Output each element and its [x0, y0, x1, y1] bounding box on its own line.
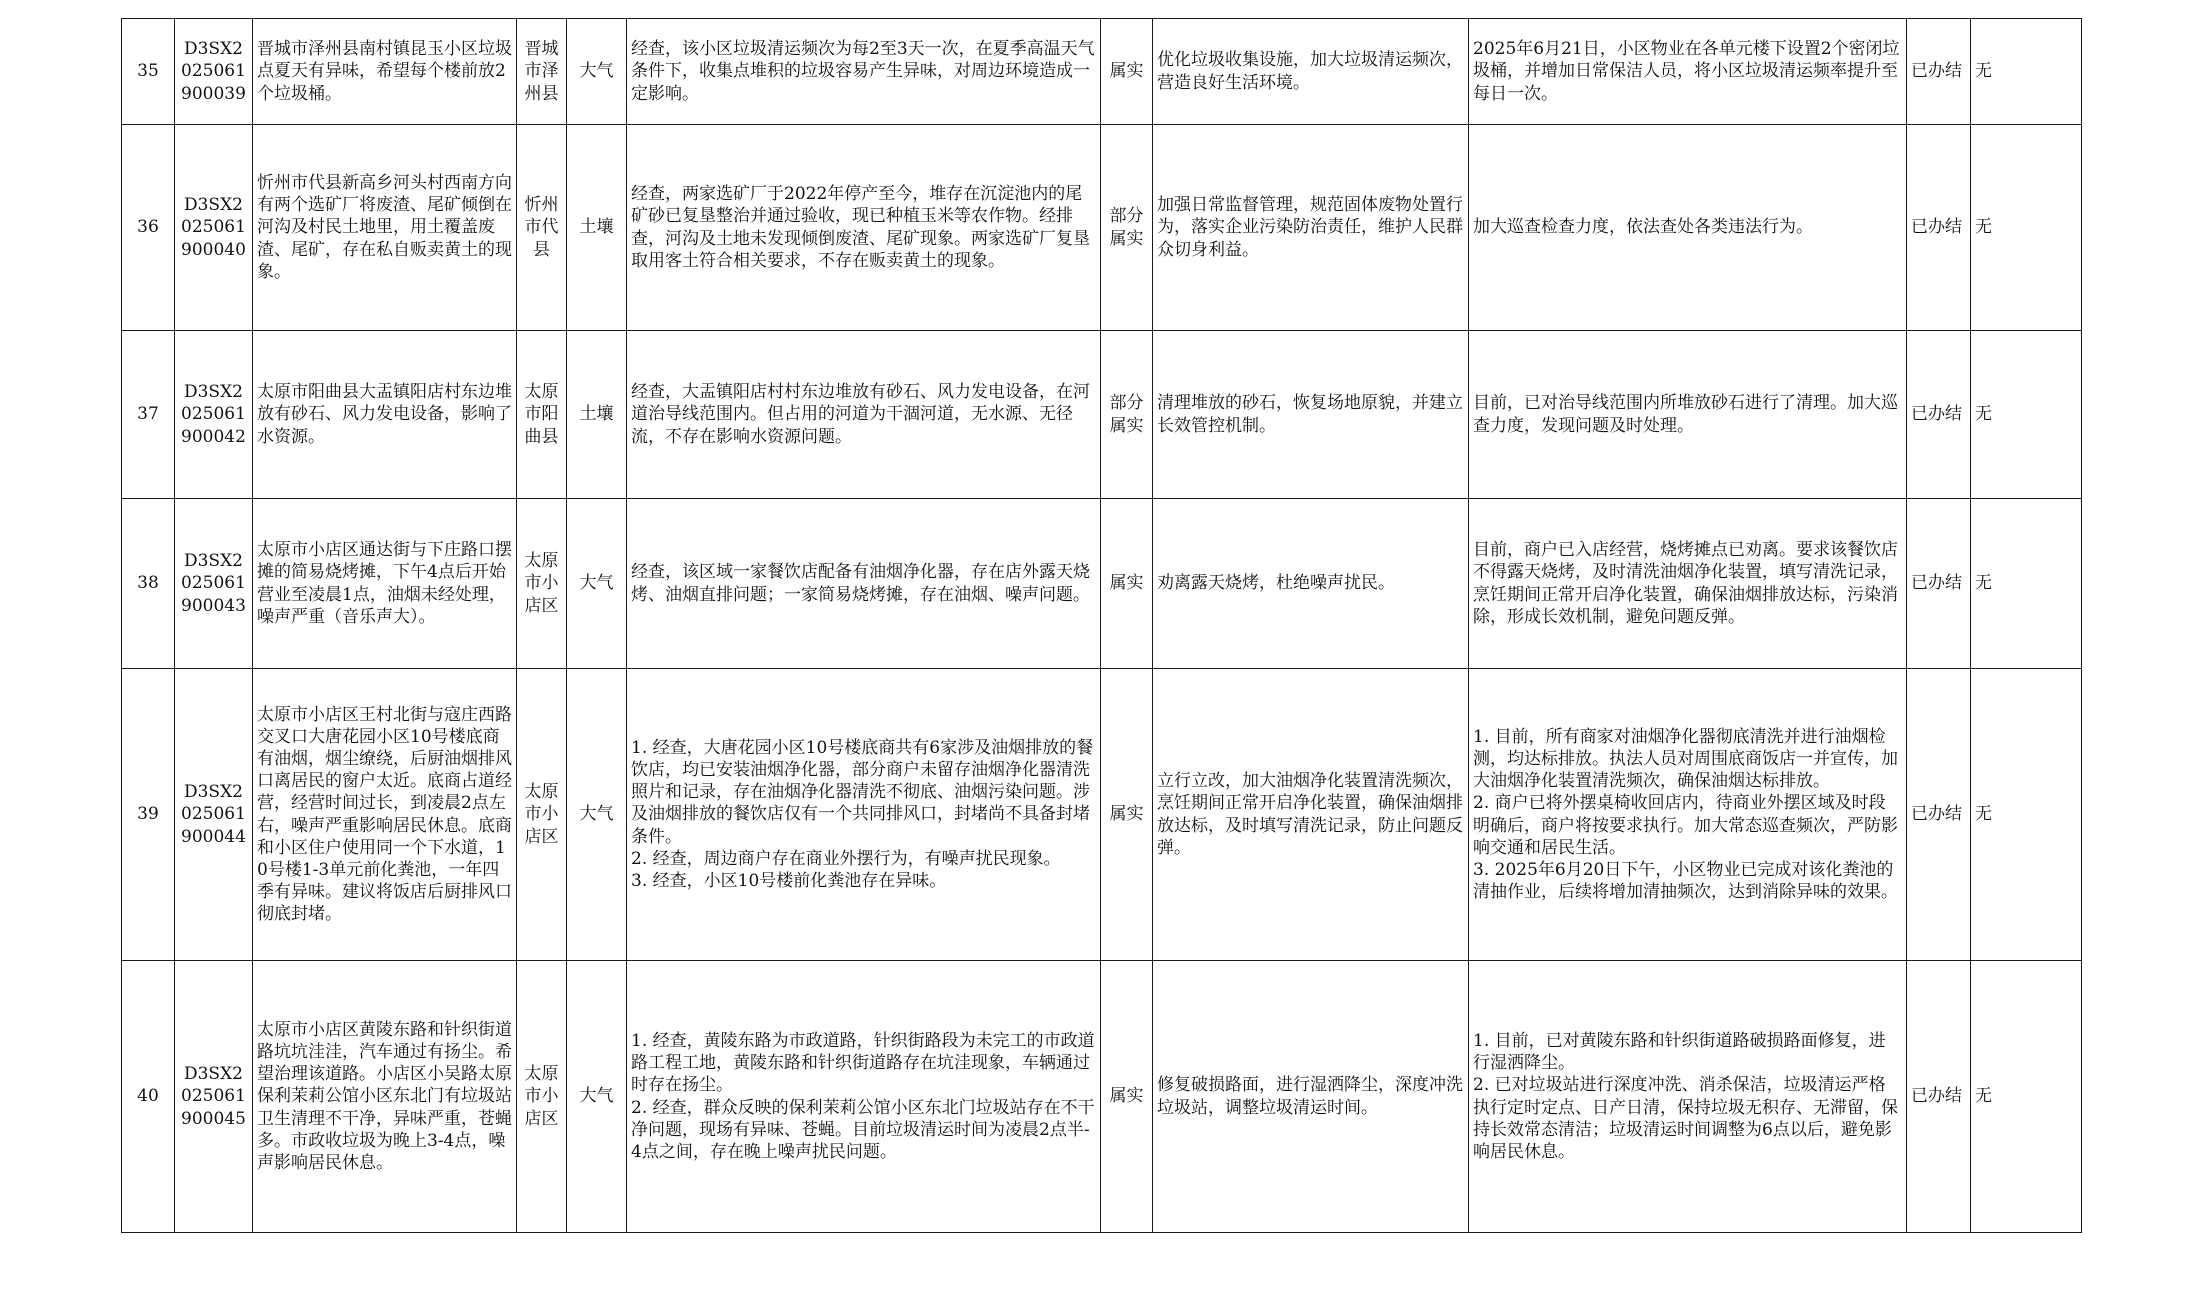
accountability-note: 无 — [1971, 669, 2082, 961]
case-code: D3SX2025061900039 — [175, 19, 253, 125]
pollution-type: 大气 — [567, 961, 627, 1233]
administrative-area: 太原市阳曲县 — [517, 331, 567, 499]
accountability-note: 无 — [1971, 331, 2082, 499]
row-number: 35 — [122, 19, 175, 125]
case-code: D3SX2025061900044 — [175, 669, 253, 961]
pollution-type: 大气 — [567, 669, 627, 961]
pollution-type: 大气 — [567, 19, 627, 125]
result-line: 2. 已对垃圾站进行深度冲洗、消杀保洁，垃圾清运严格执行定时定点、日产日清，保持垃圾无积存、无滞留，保持长效常态清洁；垃圾清运时间调整为6点以后，避免影响居民休息。 — [1473, 1075, 1898, 1162]
pollution-type: 土壤 — [567, 125, 627, 331]
case-status: 已办结 — [1907, 961, 1971, 1233]
handling-result — [1469, 125, 1907, 331]
finding-line: 1. 经查，黄陵东路为市政道路，针织街路段为未完工的市政道路工程工地，黄陵东路和针织街道路存在坑洼现象，车辆通过时存在扬尘。 — [631, 1031, 1095, 1096]
case-status: 已办结 — [1907, 499, 1971, 669]
result-line: 加大巡查检查力度，依法查处各类违法行为。 — [1473, 217, 1813, 238]
verification-verdict: 部分属实 — [1101, 125, 1153, 331]
finding-line: 经查，两家选矿厂于2022年停产至今，堆存在沉淀池内的尾矿砂已复垦整治并通过验收，现已种植玉米等农作物。经排查，河沟及土地未发现倾倒废渣、尾矿现象。两家选矿厂复垦取用客土符合相关要求，不存在贩卖黄土的现象。 — [631, 184, 1090, 271]
verification-verdict: 属实 — [1101, 669, 1153, 961]
result-line: 目前，已对治导线范围内所堆放砂石进行了清理。加大巡查力度，发现问题及时处理。 — [1473, 393, 1898, 436]
verification-verdict: 属实 — [1101, 19, 1153, 125]
finding-line: 2. 经查，群众反映的保利茉莉公馆小区东北门垃圾站存在不干净问题，现场有异味、苍蝇。目前垃圾清运时间为凌晨2点半-4点之间，存在晚上噪声扰民问题。 — [631, 1097, 1095, 1162]
row-number: 37 — [122, 331, 175, 499]
finding-line: 经查，该区域一家餐饮店配备有油烟净化器，存在店外露天烧烤、油烟直排问题；一家简易烧烤摊，存在油烟、噪声问题。 — [631, 562, 1090, 605]
complaint-description: 忻州市代县新高乡河头村西南方向有两个选矿厂将废渣、尾矿倾倒在河沟及村民土地里，用土覆盖废渣、尾矿，存在私自贩卖黄土的现象。 — [253, 125, 517, 331]
handling-result — [1469, 961, 1907, 1233]
investigation-findings — [627, 961, 1101, 1233]
result-line: 1. 目前，已对黄陵东路和针织街道路破损路面修复，进行湿洒降尘。 — [1473, 1031, 1886, 1074]
result-line: 2025年6月21日，小区物业在各单元楼下设置2个密闭垃圾桶，并增加日常保洁人员，将小区垃圾清运频率提升至每日一次。 — [1473, 39, 1900, 104]
complaint-description: 太原市小店区通达街与下庄路口摆摊的简易烧烤摊，下午4点后开始营业至凌晨1点，油烟未经处理，噪声严重（音乐声大）。 — [253, 499, 517, 669]
administrative-area: 忻州市代县 — [517, 125, 567, 331]
accountability-note: 无 — [1971, 125, 2082, 331]
complaint-description: 晋城市泽州县南村镇昆玉小区垃圾点夏天有异味，希望每个楼前放2个垃圾桶。 — [253, 19, 517, 125]
complaint-description: 太原市阳曲县大盂镇阳店村东边堆放有砂石、风力发电设备，影响了水资源。 — [253, 331, 517, 499]
finding-line: 1. 经查，大唐花园小区10号楼底商共有6家涉及油烟排放的餐饮店，均已安装油烟净化器，部分商户未留存油烟净化器清洗照片和记录，存在油烟净化器清洗不彻底、油烟污染问题。涉及油烟排放的餐饮店仅有一个共同排风口，封堵尚不具备封堵条件。 — [631, 738, 1094, 847]
complaint-records-table — [121, 18, 2082, 1233]
result-line: 3. 2025年6月20日下午，小区物业已完成对该化粪池的清抽作业，后续将增加清抽频次，达到消除异味的效果。 — [1473, 859, 1898, 902]
row-number: 39 — [122, 669, 175, 961]
row-number: 36 — [122, 125, 175, 331]
investigation-findings — [627, 331, 1101, 499]
row-number: 38 — [122, 499, 175, 669]
handling-result — [1469, 669, 1907, 961]
finding-line: 2. 经查，周边商户存在商业外摆行为，有噪声扰民现象。 — [631, 848, 1061, 869]
result-line: 1. 目前，所有商家对油烟净化器彻底清洗并进行油烟检测，均达标排放。执法人员对周围底商饭店一并宣传，加大油烟净化装置清洗频次，确保油烟达标排放。 — [1473, 727, 1898, 792]
accountability-note: 无 — [1971, 961, 2082, 1233]
table-row — [122, 961, 2082, 1233]
finding-line: 经查，大盂镇阳店村村东边堆放有砂石、风力发电设备，在河道治导线范围内。但占用的河道为干涸河道，无水源、无径流，不存在影响水资源问题。 — [631, 382, 1090, 447]
table-row — [122, 669, 2082, 961]
handling-requirement: 优化垃圾收集设施，加大垃圾清运频次，营造良好生活环境。 — [1153, 19, 1469, 125]
pollution-type: 土壤 — [567, 331, 627, 499]
table-row — [122, 331, 2082, 499]
case-code: D3SX2025061900043 — [175, 499, 253, 669]
administrative-area: 太原市小店区 — [517, 669, 567, 961]
administrative-area: 太原市小店区 — [517, 961, 567, 1233]
case-code: D3SX2025061900040 — [175, 125, 253, 331]
investigation-findings — [627, 499, 1101, 669]
case-status: 已办结 — [1907, 331, 1971, 499]
finding-line: 经查，该小区垃圾清运频次为每2至3天一次，在夏季高温天气条件下，收集点堆积的垃圾容易产生异味，对周边环境造成一定影响。 — [631, 39, 1095, 104]
handling-requirement: 修复破损路面，进行湿洒降尘，深度冲洗垃圾站，调整垃圾清运时间。 — [1153, 961, 1469, 1233]
verification-verdict: 属实 — [1101, 961, 1153, 1233]
case-code: D3SX2025061900045 — [175, 961, 253, 1233]
result-line: 目前，商户已入店经营，烧烤摊点已劝离。要求该餐饮店不得露天烧烤，及时清洗油烟净化装置，填写清洗记录，烹饪期间正常开启净化装置，确保油烟排放达标，污染消除，形成长效机制，避免问题反弹。 — [1473, 540, 1898, 627]
case-status: 已办结 — [1907, 669, 1971, 961]
case-code: D3SX2025061900042 — [175, 331, 253, 499]
finding-line: 3. 经查，小区10号楼前化粪池存在异味。 — [631, 870, 947, 891]
complaint-description: 太原市小店区黄陵东路和针织街道路坑坑洼洼，汽车通过有扬尘。希望治理该道路。小店区小吴路太原保利茉莉公馆小区东北门有垃圾站卫生清理不干净，异味严重，苍蝇多。市政收垃圾为晚上3-4点，噪声影响居民休息。 — [253, 961, 517, 1233]
administrative-area: 晋城市泽州县 — [517, 19, 567, 125]
pollution-type: 大气 — [567, 499, 627, 669]
handling-result — [1469, 331, 1907, 499]
verification-verdict: 部分属实 — [1101, 331, 1153, 499]
handling-result — [1469, 499, 1907, 669]
handling-requirement: 劝离露天烧烤，杜绝噪声扰民。 — [1153, 499, 1469, 669]
accountability-note: 无 — [1971, 499, 2082, 669]
row-number: 40 — [122, 961, 175, 1233]
investigation-findings — [627, 19, 1101, 125]
table-row — [122, 125, 2082, 331]
administrative-area: 太原市小店区 — [517, 499, 567, 669]
case-status: 已办结 — [1907, 19, 1971, 125]
case-status: 已办结 — [1907, 125, 1971, 331]
investigation-findings — [627, 125, 1101, 331]
complaint-description: 太原市小店区王村北街与寇庄西路交叉口大唐花园小区10号楼底商有油烟，烟尘缭绕，后厨油烟排风口离居民的窗户太近。底商占道经营，经营时间过长，到凌晨2点左右，噪声严重影响居民休息。底商和小区住户使用同一个下水道，10号楼1-3单元前化粪池，一年四季有异味。建议将饭店后厨排风口彻底封堵。 — [253, 669, 517, 961]
handling-requirement: 清理堆放的砂石，恢复场地原貌，并建立长效管控机制。 — [1153, 331, 1469, 499]
accountability-note: 无 — [1971, 19, 2082, 125]
table-row — [122, 19, 2082, 125]
handling-requirement: 加强日常监督管理，规范固体废物处置行为，落实企业污染防治责任，维护人民群众切身利益。 — [1153, 125, 1469, 331]
result-line: 2. 商户已将外摆桌椅收回店内，待商业外摆区域及时段明确后，商户将按要求执行。加大常态巡查频次，严防影响交通和居民生活。 — [1473, 793, 1898, 858]
verification-verdict: 属实 — [1101, 499, 1153, 669]
handling-result — [1469, 19, 1907, 125]
table-row — [122, 499, 2082, 669]
investigation-findings — [627, 669, 1101, 961]
handling-requirement: 立行立改，加大油烟净化装置清洗频次，烹饪期间正常开启净化装置，确保油烟排放达标，及时填写清洗记录，防止问题反弹。 — [1153, 669, 1469, 961]
